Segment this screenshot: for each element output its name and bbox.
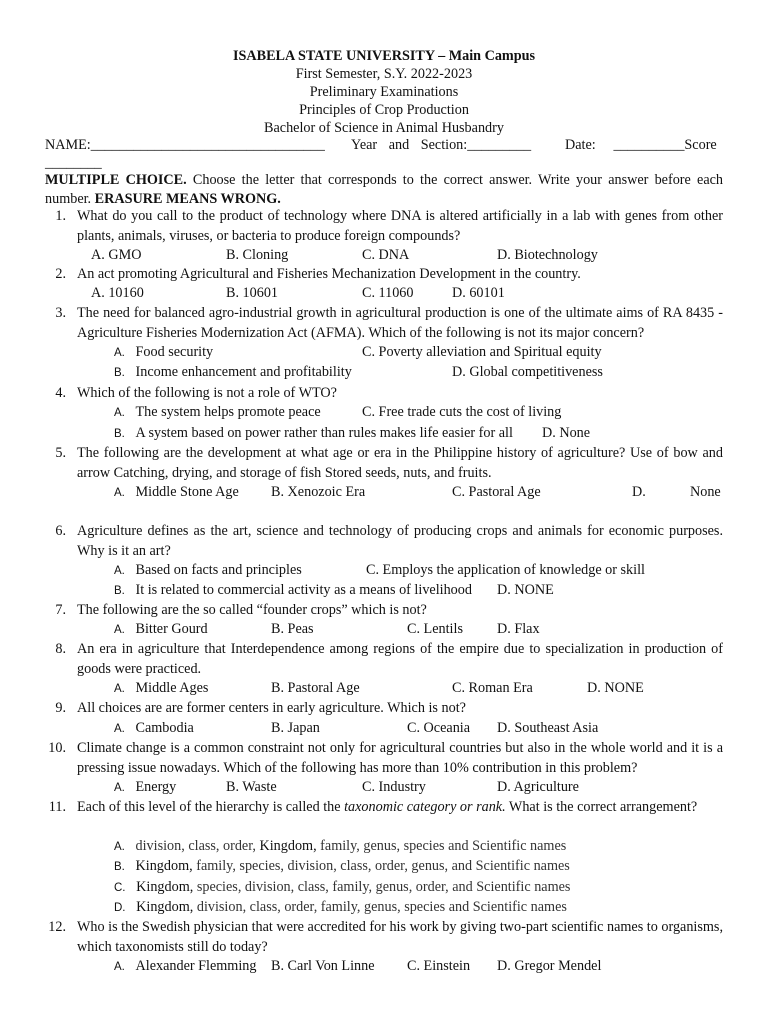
question-number: 9. bbox=[55, 700, 66, 716]
choice-text: Based on facts and principles bbox=[135, 562, 302, 578]
choice-text: species, division, class, family, genus, order, and Scientific names bbox=[193, 879, 571, 895]
choice-d: D. Biotechnology bbox=[497, 247, 598, 263]
choice-c: C. Free trade cuts the cost of living bbox=[362, 404, 562, 420]
choice-marker: A. bbox=[114, 683, 125, 695]
question-number: 4. bbox=[55, 385, 66, 401]
choice-marker: A. bbox=[114, 407, 125, 419]
date-blank: __________ bbox=[613, 137, 685, 153]
choice-text: division, class, order, family, genus, species and Scientific names bbox=[193, 899, 567, 915]
choice-c: C. Poverty alleviation and Spiritual equity bbox=[362, 344, 602, 360]
choice-a bbox=[114, 837, 566, 856]
choice-d: D. Agriculture bbox=[497, 779, 579, 795]
choice-text: Middle Stone Age bbox=[135, 484, 239, 500]
year-section-blank: _________ bbox=[467, 137, 532, 153]
question-number: 11. bbox=[48, 799, 66, 815]
question-text: Agriculture defines as the art, science and technology of producing crops and animals for economic purposes. Why is it an art? bbox=[77, 523, 723, 559]
choice-text: A system based on power rather than rules makes life easier for all bbox=[135, 425, 513, 441]
choice-a: A. 10160 bbox=[91, 285, 144, 301]
choice-a bbox=[114, 957, 256, 976]
choice-marker: B. bbox=[114, 428, 125, 440]
choice-a: A. GMO bbox=[91, 247, 142, 263]
question-number: 3. bbox=[55, 305, 66, 321]
choice-d: D. 60101 bbox=[452, 285, 505, 301]
question-text: The following are the so called “founder crops” which is not? bbox=[77, 602, 427, 618]
choice-d: D. Gregor Mendel bbox=[497, 958, 602, 974]
date-field bbox=[565, 136, 717, 154]
exam-line: Preliminary Examinations bbox=[309, 84, 459, 100]
choice-a bbox=[114, 561, 302, 580]
choice-text: Alexander Flemming bbox=[135, 958, 257, 974]
choice-text: The system helps promote peace bbox=[135, 404, 321, 420]
choice-a bbox=[114, 403, 321, 422]
question-text bbox=[77, 798, 723, 818]
choice-a bbox=[114, 778, 176, 797]
score-label: Score bbox=[684, 137, 717, 153]
choice-kingdom: Kingdom, bbox=[259, 838, 317, 854]
choice-d bbox=[114, 898, 567, 917]
choice-text: family, genus, species and Scientific names bbox=[316, 838, 567, 854]
choice-marker: A. bbox=[114, 841, 125, 853]
choice-marker: B. bbox=[114, 585, 125, 597]
choice-b: B. Carl Von Linne bbox=[271, 958, 375, 974]
choice-b: B. Waste bbox=[226, 779, 277, 795]
question-text-post: What is the correct arrangement? bbox=[505, 799, 698, 815]
choice-b: B. Pastoral Age bbox=[271, 680, 360, 696]
choice-marker: A. bbox=[114, 565, 125, 577]
choice-d: D. NONE bbox=[497, 582, 554, 598]
instructions-lead: MULTIPLE CHOICE. bbox=[45, 172, 187, 188]
choice-a bbox=[114, 719, 194, 738]
question-number: 1. bbox=[55, 208, 66, 224]
choice-c: C. Lentils bbox=[407, 621, 463, 637]
question-number: 6. bbox=[55, 523, 66, 539]
choice-kingdom: Kingdom, bbox=[135, 858, 193, 874]
choice-b bbox=[114, 424, 513, 443]
year-section-label: Year and Section: bbox=[351, 137, 468, 153]
choice-b: B. Xenozoic Era bbox=[271, 484, 366, 500]
choice-text: Middle Ages bbox=[135, 680, 209, 696]
score-blank: ________ bbox=[45, 155, 102, 171]
choice-marker: B. bbox=[114, 861, 125, 873]
choice-c: C. Oceania bbox=[407, 720, 471, 736]
instructions-tail: ERASURE MEANS WRONG. bbox=[94, 191, 281, 207]
choice-marker: C. bbox=[114, 882, 126, 894]
choice-text: Income enhancement and profitability bbox=[135, 364, 352, 380]
choice-a bbox=[114, 620, 208, 639]
choice-d: D. bbox=[632, 484, 646, 500]
choice-marker: A. bbox=[114, 347, 125, 359]
question-text: The following are the development at what age or era in the Philippine history of agriculture? Use of bow and arrow Catching, drying, and storage of fish Stored seeds, nuts, and fruits. bbox=[77, 445, 723, 481]
question-text: All choices are are former centers in early agriculture. Which is not? bbox=[77, 700, 466, 716]
choice-c: C. 11060 bbox=[362, 285, 414, 301]
choice-b bbox=[114, 581, 472, 600]
choice-d: D. Global competitiveness bbox=[452, 364, 603, 380]
name-blank: _________________________________ bbox=[90, 137, 325, 153]
instructions bbox=[45, 171, 723, 209]
question-number: 7. bbox=[55, 602, 66, 618]
choice-marker: A. bbox=[114, 487, 125, 499]
university-title: ISABELA STATE UNIVERSITY – Main Campus bbox=[232, 48, 536, 64]
choice-marker: A. bbox=[114, 624, 125, 636]
choice-text: It is related to commercial activity as a means of livelihood bbox=[135, 582, 472, 598]
choice-b: B. Peas bbox=[271, 621, 314, 637]
choice-d: D. None bbox=[542, 425, 591, 441]
choice-b: B. Japan bbox=[271, 720, 320, 736]
question-text: An act promoting Agricultural and Fisheries Mechanization Development in the country. bbox=[77, 266, 581, 282]
choice-b bbox=[114, 363, 352, 382]
question-number: 12. bbox=[48, 919, 66, 935]
choice-c: C. Einstein bbox=[407, 958, 471, 974]
choice-a bbox=[114, 679, 208, 698]
date-label: Date: bbox=[565, 137, 596, 153]
name-field bbox=[45, 136, 325, 154]
choice-c: C. DNA bbox=[362, 247, 410, 263]
choice-d: D. Flax bbox=[497, 621, 540, 637]
question-text: Climate change is a common constraint not only for agricultural countries but also in the whole world and it is a pressing issue nowadays. Which of the following has more than 10% contribution in this problem? bbox=[77, 740, 723, 776]
choice-d-text: None bbox=[690, 484, 721, 500]
year-section-field bbox=[351, 136, 531, 154]
choice-b bbox=[114, 857, 570, 876]
choice-marker: B. bbox=[114, 367, 125, 379]
choice-c: C. Pastoral Age bbox=[452, 484, 541, 500]
choice-text: Energy bbox=[135, 779, 177, 795]
question-text: An era in agriculture that Interdependence among regions of the empire due to specialization in production of goods were practiced. bbox=[77, 641, 723, 677]
choice-text: division, class, order, bbox=[135, 838, 260, 854]
choice-b: B. 10601 bbox=[226, 285, 279, 301]
choice-text: Cambodia bbox=[135, 720, 194, 736]
question-text-italic: taxonomic category or rank. bbox=[344, 799, 506, 815]
choice-c: C. Roman Era bbox=[452, 680, 533, 696]
choice-text: Food security bbox=[135, 344, 214, 360]
choice-text: Bitter Gourd bbox=[135, 621, 208, 637]
name-label: NAME: bbox=[45, 137, 91, 153]
question-number: 2. bbox=[55, 266, 66, 282]
semester-line: First Semester, S.Y. 2022-2023 bbox=[295, 66, 473, 82]
choice-kingdom: Kingdom, bbox=[136, 899, 194, 915]
choice-text: family, species, division, class, order, genus, and Scientific names bbox=[192, 858, 570, 874]
choice-marker: A. bbox=[114, 723, 125, 735]
choice-b: B. Cloning bbox=[226, 247, 289, 263]
choice-c: C. Industry bbox=[362, 779, 426, 795]
choice-c bbox=[114, 878, 570, 897]
choice-marker: D. bbox=[114, 902, 126, 914]
instructions-text: Choose the letter that corresponds to the correct answer. Write your answer before each number. bbox=[45, 172, 724, 207]
question-number: 8. bbox=[55, 641, 66, 657]
choice-marker: A. bbox=[114, 961, 125, 973]
choice-d: D. Southeast Asia bbox=[497, 720, 599, 736]
question-number: 10. bbox=[48, 740, 66, 756]
program-line: Bachelor of Science in Animal Husbandry bbox=[264, 120, 504, 136]
choice-c: C. Employs the application of knowledge or skill bbox=[366, 562, 645, 578]
choice-d: D. NONE bbox=[587, 680, 644, 696]
choice-marker: A. bbox=[114, 782, 125, 794]
question-text: Which of the following is not a role of WTO? bbox=[77, 385, 337, 401]
question-number: 5. bbox=[55, 445, 66, 461]
choice-a bbox=[114, 483, 239, 502]
question-text: The need for balanced agro-industrial growth in agricultural production is one of the ultimate aims of RA 8435 - Agriculture Fisheries Modernization Act (AFMA). Which of the following is not its major concern? bbox=[77, 305, 723, 341]
choice-kingdom: Kingdom, bbox=[136, 879, 194, 895]
question-text: Who is the Swedish physician that were accredited for his work by giving two-part scientific names to organisms, which taxonomists still do today? bbox=[77, 919, 723, 955]
course-line: Principles of Crop Production bbox=[299, 102, 469, 118]
question-text-pre: Each of this level of the hierarchy is called the bbox=[77, 799, 345, 815]
question-text: What do you call to the product of technology where DNA is altered artificially in a lab with genes from other plants, animals, viruses, or bacteria to produce foreign compounds? bbox=[77, 208, 723, 244]
choice-a bbox=[114, 343, 213, 362]
